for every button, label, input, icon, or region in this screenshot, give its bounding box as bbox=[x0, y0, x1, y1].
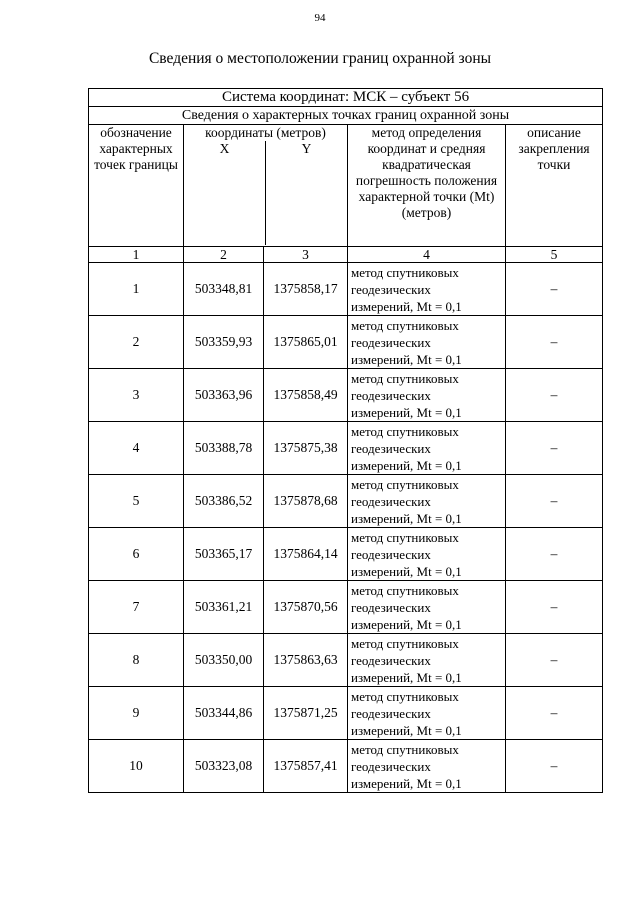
coord-y: 1375858,17 bbox=[264, 263, 348, 316]
coord-x: 503361,21 bbox=[184, 581, 264, 634]
column-number-row bbox=[89, 247, 603, 263]
point-number: 10 bbox=[89, 740, 184, 793]
coord-y: 1375870,56 bbox=[264, 581, 348, 634]
method: метод спутниковых геодезических измерений, Mt = 0,1 bbox=[348, 369, 506, 422]
mark-description: – bbox=[506, 422, 603, 475]
column-number: 5 bbox=[506, 247, 603, 263]
table-row bbox=[89, 740, 603, 793]
table-row bbox=[89, 316, 603, 369]
method: метод спутниковых геодезических измерений, Mt = 0,1 bbox=[348, 687, 506, 740]
coord-x: 503350,00 bbox=[184, 634, 264, 687]
header-coordinates-label: координаты (метров) bbox=[205, 125, 326, 140]
coord-x: 503359,93 bbox=[184, 316, 264, 369]
point-number: 1 bbox=[89, 263, 184, 316]
section-row bbox=[89, 107, 603, 125]
page-number: 94 bbox=[314, 12, 326, 24]
section-label: Сведения о характерных точках границ охранной зоны bbox=[89, 107, 603, 125]
coord-y: 1375865,01 bbox=[264, 316, 348, 369]
table-row bbox=[89, 369, 603, 422]
method: метод спутниковых геодезических измерений, Mt = 0,1 bbox=[348, 740, 506, 793]
table-row bbox=[89, 687, 603, 740]
header-x: X bbox=[184, 141, 266, 245]
coord-x: 503363,96 bbox=[184, 369, 264, 422]
column-number: 3 bbox=[264, 247, 348, 263]
point-number: 9 bbox=[89, 687, 184, 740]
coord-x: 503348,81 bbox=[184, 263, 264, 316]
coordinate-system-row bbox=[89, 89, 603, 107]
coord-y: 1375871,25 bbox=[264, 687, 348, 740]
method: метод спутниковых геодезических измерений, Mt = 0,1 bbox=[348, 634, 506, 687]
point-number: 7 bbox=[89, 581, 184, 634]
method: метод спутниковых геодезических измерений, Mt = 0,1 bbox=[348, 422, 506, 475]
coord-y: 1375858,49 bbox=[264, 369, 348, 422]
header-xy bbox=[184, 141, 347, 245]
header-coordinates bbox=[184, 125, 348, 247]
column-number: 1 bbox=[89, 247, 184, 263]
method: метод спутниковых геодезических измерений, Mt = 0,1 bbox=[348, 528, 506, 581]
header-mark: описание закрепления точки bbox=[506, 125, 603, 247]
point-number: 3 bbox=[89, 369, 184, 422]
header-y: Y bbox=[301, 141, 312, 156]
mark-description: – bbox=[506, 687, 603, 740]
table-row bbox=[89, 263, 603, 316]
coord-x: 503344,86 bbox=[184, 687, 264, 740]
point-number: 6 bbox=[89, 528, 184, 581]
table-row bbox=[89, 581, 603, 634]
mark-description: – bbox=[506, 740, 603, 793]
table-row bbox=[89, 422, 603, 475]
coord-y: 1375863,63 bbox=[264, 634, 348, 687]
method: метод спутниковых геодезических измерений, Mt = 0,1 bbox=[348, 581, 506, 634]
method: метод спутниковых геодезических измерений, Mt = 0,1 bbox=[348, 263, 506, 316]
table-row bbox=[89, 475, 603, 528]
point-number: 2 bbox=[89, 316, 184, 369]
mark-description: – bbox=[506, 475, 603, 528]
header-method: метод определения координат и средняя квадратическая погрешность положения характерной точки (Mt) (метров) bbox=[348, 125, 506, 247]
mark-description: – bbox=[506, 369, 603, 422]
method: метод спутниковых геодезических измерений, Mt = 0,1 bbox=[348, 316, 506, 369]
mark-description: – bbox=[506, 634, 603, 687]
mark-description: – bbox=[506, 263, 603, 316]
column-header-row bbox=[89, 125, 603, 247]
coord-x: 503386,52 bbox=[184, 475, 264, 528]
coordinate-system-label: Система координат: МСК – субъект 56 bbox=[89, 89, 603, 107]
table-row bbox=[89, 634, 603, 687]
mark-description: – bbox=[506, 528, 603, 581]
column-number: 2 bbox=[184, 247, 264, 263]
coord-y: 1375864,14 bbox=[264, 528, 348, 581]
point-number: 5 bbox=[89, 475, 184, 528]
coordinates-table bbox=[88, 88, 603, 793]
coord-y: 1375875,38 bbox=[264, 422, 348, 475]
mark-description: – bbox=[506, 581, 603, 634]
coord-y: 1375878,68 bbox=[264, 475, 348, 528]
page-title: Сведения о местоположении границ охранной зоны bbox=[148, 50, 492, 67]
method: метод спутниковых геодезических измерений, Mt = 0,1 bbox=[348, 475, 506, 528]
coord-x: 503365,17 bbox=[184, 528, 264, 581]
point-number: 8 bbox=[89, 634, 184, 687]
mark-description: – bbox=[506, 316, 603, 369]
table-row bbox=[89, 528, 603, 581]
coord-x: 503323,08 bbox=[184, 740, 264, 793]
header-point-designation: обозначение характерных точек границы bbox=[89, 125, 184, 247]
column-number: 4 bbox=[348, 247, 506, 263]
coord-x: 503388,78 bbox=[184, 422, 264, 475]
point-number: 4 bbox=[89, 422, 184, 475]
coord-y: 1375857,41 bbox=[264, 740, 348, 793]
